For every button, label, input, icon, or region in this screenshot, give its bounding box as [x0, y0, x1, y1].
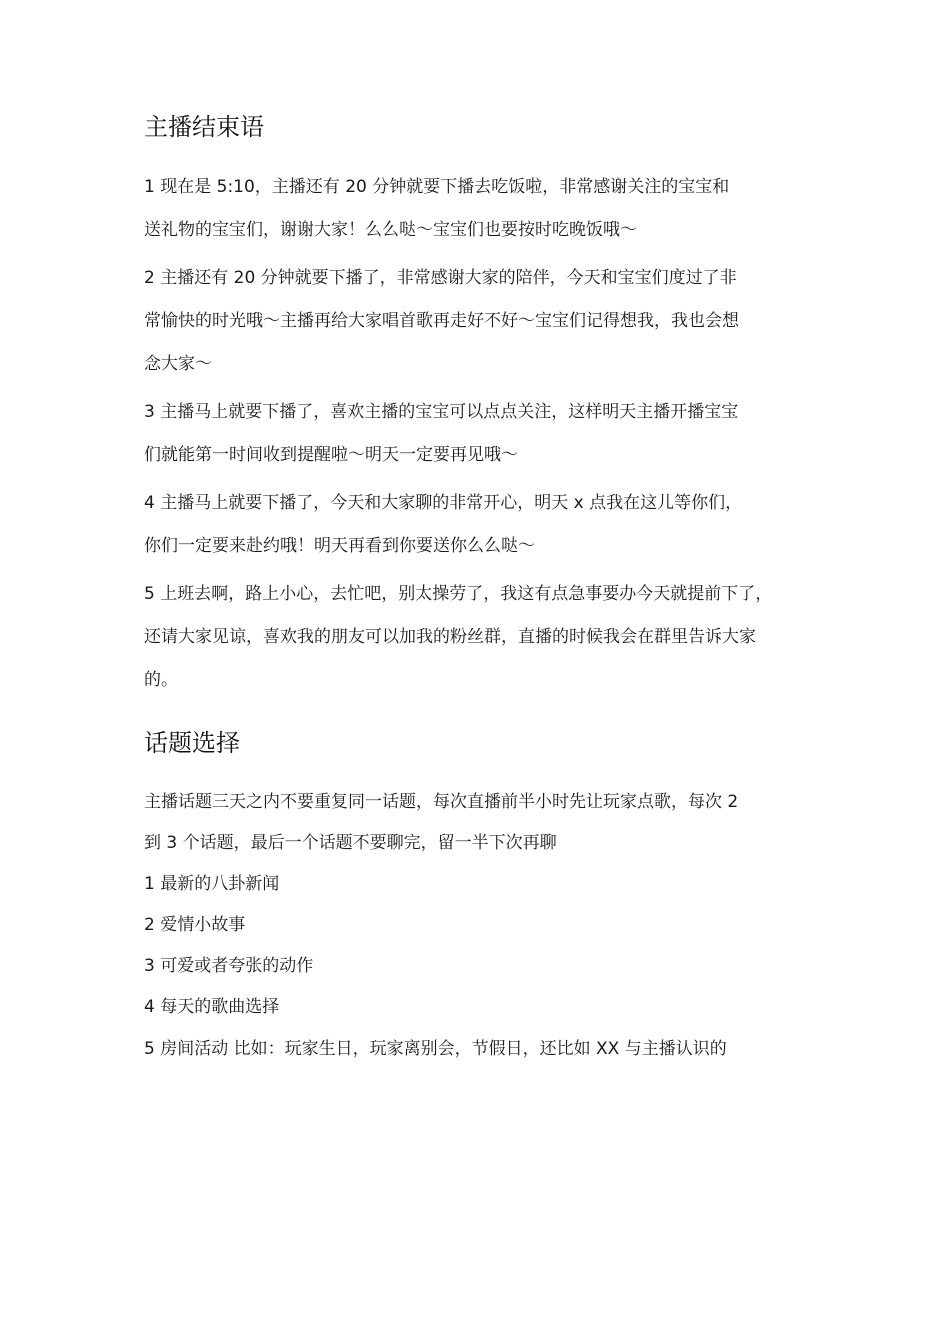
paragraph-line: 常愉快的时光哦～主播再给大家唱首歌再走好不好～宝宝们记得想我，我也会想 [144, 311, 739, 331]
paragraph-line: 1 现在是 5:10，主播还有 20 分钟就要下播去吃饭啦，非常感谢关注的宝宝和 [144, 177, 730, 197]
paragraph-line: 主播话题三天之内不要重复同一话题，每次直播前半小时先让玩家点歌，每次 2 [144, 792, 739, 812]
section-title-closing-remarks: 主播结束语 [144, 113, 264, 141]
paragraph-line: 2 主播还有 20 分钟就要下播了，非常感谢大家的陪伴，今天和宝宝们度过了非 [144, 268, 737, 288]
paragraph-line: 到 3 个话题，最后一个话题不要聊完，留一半下次再聊 [144, 833, 557, 853]
list-item: 2 爱情小故事 [144, 915, 246, 935]
section-title-topic-selection: 话题选择 [144, 729, 240, 757]
paragraph-line: 5 上班去啊，路上小心，去忙吧，别太操劳了，我这有点急事要办今天就提前下了， [144, 584, 773, 604]
paragraph-line: 3 主播马上就要下播了，喜欢主播的宝宝可以点点关注，这样明天主播开播宝宝 [144, 402, 739, 422]
paragraph-line: 念大家～ [144, 354, 212, 374]
paragraph-line: 还请大家见谅，喜欢我的朋友可以加我的粉丝群，直播的时候我会在群里告诉大家 [144, 627, 756, 647]
list-item: 4 每天的歌曲选择 [144, 997, 280, 1017]
list-item: 3 可爱或者夸张的动作 [144, 956, 314, 976]
list-item: 1 最新的八卦新闻 [144, 874, 280, 894]
paragraph-line: 4 主播马上就要下播了，今天和大家聊的非常开心，明天 x 点我在这儿等你们， [144, 493, 743, 513]
paragraph-line: 们就能第一时间收到提醒啦～明天一定要再见哦～ [144, 445, 518, 465]
paragraph-line: 的。 [144, 670, 178, 690]
paragraph-line: 送礼物的宝宝们，谢谢大家！么么哒～宝宝们也要按时吃晚饭哦～ [144, 220, 637, 240]
list-item: 5 房间活动 比如：玩家生日，玩家离别会，节假日，还比如 XX 与主播认识的 [144, 1039, 727, 1059]
paragraph-line: 你们一定要来赴约哦！明天再看到你要送你么么哒～ [144, 536, 535, 556]
